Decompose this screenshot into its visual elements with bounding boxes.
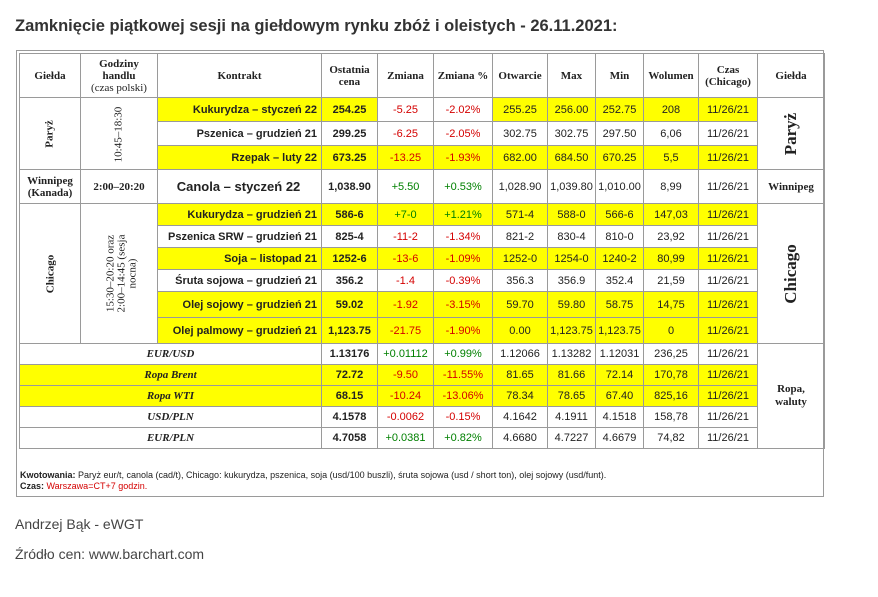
change-cell: -9.50 xyxy=(378,365,434,386)
change-pct-cell: +0.53% xyxy=(434,170,493,204)
last-price-cell: 356.2 xyxy=(322,270,378,292)
change-cell: -5.25 xyxy=(378,98,434,122)
last-price-cell: 1252-6 xyxy=(322,248,378,270)
min-cell: 1.12031 xyxy=(596,344,644,365)
header-ostatnia: Ostatnia cena xyxy=(322,54,378,98)
instrument-name: EUR/PLN xyxy=(20,428,322,449)
last-price-cell: 4.7058 xyxy=(322,428,378,449)
change-cell: -13.25 xyxy=(378,146,434,170)
open-cell: 81.65 xyxy=(493,365,548,386)
change-pct-cell: +0.82% xyxy=(434,428,493,449)
time-cell: 11/26/21 xyxy=(699,146,758,170)
open-cell: 356.3 xyxy=(493,270,548,292)
min-cell: 252.75 xyxy=(596,98,644,122)
last-price-cell: 72.72 xyxy=(322,365,378,386)
header-kontrakt: Kontrakt xyxy=(158,54,322,98)
min-cell: 1,010.00 xyxy=(596,170,644,204)
contract-cell: Pszenica – grudzień 21 xyxy=(158,122,322,146)
volume-cell: 236,25 xyxy=(644,344,699,365)
change-cell: -13-6 xyxy=(378,248,434,270)
open-cell: 59.70 xyxy=(493,292,548,318)
volume-cell: 208 xyxy=(644,98,699,122)
instrument-name: EUR/USD xyxy=(20,344,322,365)
last-price-cell: 825-4 xyxy=(322,226,378,248)
min-cell: 58.75 xyxy=(596,292,644,318)
exchange-label-chicago-right: Chicago xyxy=(758,204,825,344)
change-pct-cell: -0.15% xyxy=(434,407,493,428)
contract-cell: Kukurydza – styczeń 22 xyxy=(158,98,322,122)
contract-cell: Rzepak – luty 22 xyxy=(158,146,322,170)
change-cell: -21.75 xyxy=(378,318,434,344)
change-pct-cell: +1.21% xyxy=(434,204,493,226)
change-pct-cell: -2.05% xyxy=(434,122,493,146)
time-cell: 11/26/21 xyxy=(699,407,758,428)
last-price-cell: 68.15 xyxy=(322,386,378,407)
min-cell: 352.4 xyxy=(596,270,644,292)
table-row xyxy=(20,386,825,407)
hours-paris: 10:45–18:30 xyxy=(81,98,158,170)
min-cell: 72.14 xyxy=(596,365,644,386)
exchange-label-paris-right: Paryż xyxy=(758,98,825,170)
max-cell: 684.50 xyxy=(548,146,596,170)
volume-cell: 74,82 xyxy=(644,428,699,449)
header-gielda-right: Giełda xyxy=(758,54,825,98)
max-cell: 356.9 xyxy=(548,270,596,292)
max-cell: 1254-0 xyxy=(548,248,596,270)
min-cell: 67.40 xyxy=(596,386,644,407)
change-cell: -10.24 xyxy=(378,386,434,407)
instrument-name: USD/PLN xyxy=(20,407,322,428)
change-cell: -1.92 xyxy=(378,292,434,318)
max-cell: 78.65 xyxy=(548,386,596,407)
min-cell: 4.1518 xyxy=(596,407,644,428)
hours-chicago: 15:30–20:20 oraz 2:00–14:45 (sesja nocna) xyxy=(81,204,158,344)
time-cell: 11/26/21 xyxy=(699,226,758,248)
last-price-cell: 673.25 xyxy=(322,146,378,170)
change-pct-cell: -1.93% xyxy=(434,146,493,170)
change-pct-cell: -1.90% xyxy=(434,318,493,344)
header-zmiana: Zmiana xyxy=(378,54,434,98)
open-cell: 78.34 xyxy=(493,386,548,407)
author: Andrzej Bąk - eWGT xyxy=(15,516,144,532)
change-cell: -6.25 xyxy=(378,122,434,146)
change-pct-cell: -11.55% xyxy=(434,365,493,386)
open-cell: 4.6680 xyxy=(493,428,548,449)
open-cell: 4.1642 xyxy=(493,407,548,428)
volume-cell: 8,99 xyxy=(644,170,699,204)
open-cell: 682.00 xyxy=(493,146,548,170)
last-price-cell: 254.25 xyxy=(322,98,378,122)
change-cell: -0.0062 xyxy=(378,407,434,428)
exchange-label-paris: Paryż xyxy=(20,98,81,170)
change-cell: +7-0 xyxy=(378,204,434,226)
header-max: Max xyxy=(548,54,596,98)
change-pct-cell: -1.34% xyxy=(434,226,493,248)
min-cell: 1,123.75 xyxy=(596,318,644,344)
last-price-cell: 4.1578 xyxy=(322,407,378,428)
open-cell: 1,028.90 xyxy=(493,170,548,204)
note-kwotowania: Kwotowania: Paryż eur/t, canola (cad/t), Chicago: kukurydza, pszenica, soja (usd/100 buszli), śruta sojowa (usd / short ton), olej sojowy (usd/funt). xyxy=(20,470,607,480)
table-row xyxy=(20,407,825,428)
max-cell: 256.00 xyxy=(548,98,596,122)
table-row xyxy=(20,170,825,204)
change-pct-cell: -0.39% xyxy=(434,270,493,292)
market-table xyxy=(19,53,825,449)
last-price-cell: 299.25 xyxy=(322,122,378,146)
change-cell: -1.4 xyxy=(378,270,434,292)
volume-cell: 6,06 xyxy=(644,122,699,146)
change-pct-cell: +0.99% xyxy=(434,344,493,365)
table-row xyxy=(20,98,825,122)
time-cell: 11/26/21 xyxy=(699,170,758,204)
min-cell: 566-6 xyxy=(596,204,644,226)
last-price-cell: 586-6 xyxy=(322,204,378,226)
change-cell: -11-2 xyxy=(378,226,434,248)
header-godziny: Godziny handlu (czas polski) xyxy=(81,54,158,98)
volume-cell: 14,75 xyxy=(644,292,699,318)
max-cell: 830-4 xyxy=(548,226,596,248)
time-cell: 11/26/21 xyxy=(699,428,758,449)
time-cell: 11/26/21 xyxy=(699,318,758,344)
header-min: Min xyxy=(596,54,644,98)
quotation-notes xyxy=(20,470,820,492)
header-gielda: Giełda xyxy=(20,54,81,98)
change-cell: +0.0381 xyxy=(378,428,434,449)
last-price-cell: 1,038.90 xyxy=(322,170,378,204)
time-cell: 11/26/21 xyxy=(699,386,758,407)
change-pct-cell: -3.15% xyxy=(434,292,493,318)
source: Źródło cen: www.barchart.com xyxy=(15,546,205,562)
exchange-label-winnipeg: Winnipeg (Kanada) xyxy=(20,170,81,204)
open-cell: 571-4 xyxy=(493,204,548,226)
header-row xyxy=(20,54,825,98)
open-cell: 1252-0 xyxy=(493,248,548,270)
open-cell: 821-2 xyxy=(493,226,548,248)
contract-cell: Kukurydza – grudzień 21 xyxy=(158,204,322,226)
max-cell: 4.7227 xyxy=(548,428,596,449)
instrument-name: Ropa WTI xyxy=(20,386,322,407)
volume-cell: 80,99 xyxy=(644,248,699,270)
last-price-cell: 59.02 xyxy=(322,292,378,318)
time-cell: 11/26/21 xyxy=(699,270,758,292)
change-cell: +0.01112 xyxy=(378,344,434,365)
open-cell: 302.75 xyxy=(493,122,548,146)
header-zmiana-pct: Zmiana % xyxy=(434,54,493,98)
min-cell: 670.25 xyxy=(596,146,644,170)
time-cell: 11/26/21 xyxy=(699,292,758,318)
change-pct-cell: -1.09% xyxy=(434,248,493,270)
table-row xyxy=(20,204,825,226)
change-pct-cell: -13.06% xyxy=(434,386,493,407)
header-wolumen: Wolumen xyxy=(644,54,699,98)
last-price-cell: 1,123.75 xyxy=(322,318,378,344)
volume-cell: 825,16 xyxy=(644,386,699,407)
min-cell: 297.50 xyxy=(596,122,644,146)
contract-cell: Soja – listopad 21 xyxy=(158,248,322,270)
time-cell: 11/26/21 xyxy=(699,248,758,270)
contract-cell: Olej palmowy – grudzień 21 xyxy=(158,318,322,344)
contract-cell: Canola – styczeń 22 xyxy=(158,170,322,204)
min-cell: 4.6679 xyxy=(596,428,644,449)
volume-cell: 158,78 xyxy=(644,407,699,428)
volume-cell: 21,59 xyxy=(644,270,699,292)
table-row xyxy=(20,428,825,449)
time-cell: 11/26/21 xyxy=(699,365,758,386)
max-cell: 588-0 xyxy=(548,204,596,226)
contract-cell: Pszenica SRW – grudzień 21 xyxy=(158,226,322,248)
min-cell: 810-0 xyxy=(596,226,644,248)
min-cell: 1240-2 xyxy=(596,248,644,270)
max-cell: 1.13282 xyxy=(548,344,596,365)
time-cell: 11/26/21 xyxy=(699,344,758,365)
hours-winnipeg: 2:00–20:20 xyxy=(81,170,158,204)
change-cell: +5.50 xyxy=(378,170,434,204)
last-price-cell: 1.13176 xyxy=(322,344,378,365)
header-otwarcie: Otwarcie xyxy=(493,54,548,98)
page-title: Zamknięcie piątkowej sesji na giełdowym rynku zbóż i oleistych - 26.11.2021: xyxy=(15,17,618,35)
max-cell: 4.1911 xyxy=(548,407,596,428)
time-cell: 11/26/21 xyxy=(699,98,758,122)
table-row xyxy=(20,344,825,365)
exchange-label-winnipeg-right: Winnipeg xyxy=(758,170,825,204)
volume-cell: 147,03 xyxy=(644,204,699,226)
note-czas: Czas: Warszawa=CT+7 godzin. xyxy=(20,481,148,491)
max-cell: 59.80 xyxy=(548,292,596,318)
contract-cell: Olej sojowy – grudzień 21 xyxy=(158,292,322,318)
max-cell: 1,123.75 xyxy=(548,318,596,344)
volume-cell: 0 xyxy=(644,318,699,344)
header-czas: Czas (Chicago) xyxy=(699,54,758,98)
volume-cell: 5,5 xyxy=(644,146,699,170)
time-cell: 11/26/21 xyxy=(699,122,758,146)
max-cell: 81.66 xyxy=(548,365,596,386)
open-cell: 0.00 xyxy=(493,318,548,344)
group-label-ropa-waluty: Ropa, waluty xyxy=(758,344,825,449)
volume-cell: 23,92 xyxy=(644,226,699,248)
max-cell: 302.75 xyxy=(548,122,596,146)
max-cell: 1,039.80 xyxy=(548,170,596,204)
open-cell: 255.25 xyxy=(493,98,548,122)
contract-cell: Śruta sojowa – grudzień 21 xyxy=(158,270,322,292)
open-cell: 1.12066 xyxy=(493,344,548,365)
exchange-label-chicago: Chicago xyxy=(20,204,81,344)
instrument-name: Ropa Brent xyxy=(20,365,322,386)
volume-cell: 170,78 xyxy=(644,365,699,386)
table-row xyxy=(20,365,825,386)
change-pct-cell: -2.02% xyxy=(434,98,493,122)
time-cell: 11/26/21 xyxy=(699,204,758,226)
